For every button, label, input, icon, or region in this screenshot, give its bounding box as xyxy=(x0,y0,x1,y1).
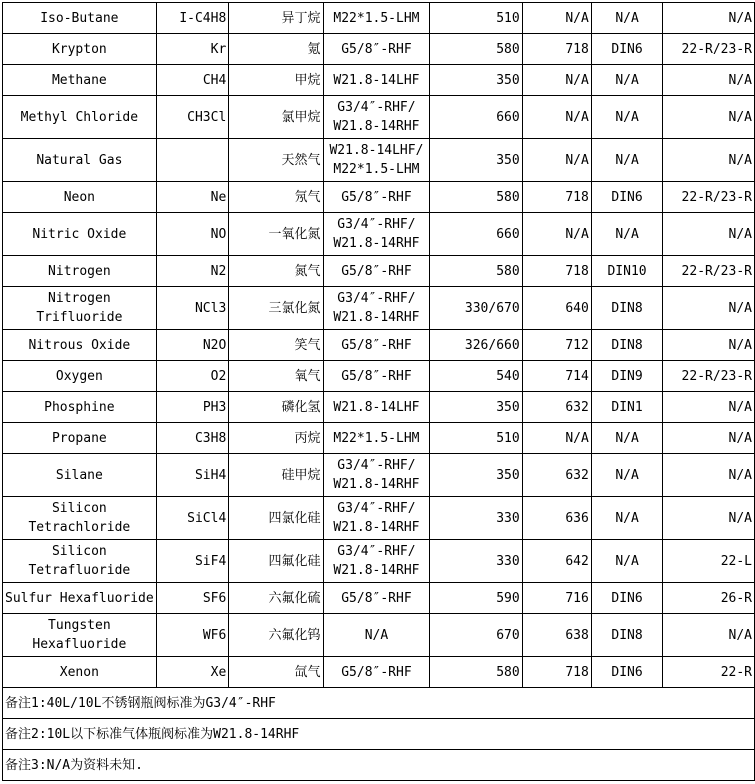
cga-code-cell: 350 xyxy=(430,392,522,423)
gas-name-cell xyxy=(3,454,157,497)
table-row xyxy=(3,256,755,287)
cell-line: M22*1.5-LHM xyxy=(333,162,420,177)
cell-line: G5/8″-RHF xyxy=(341,189,412,205)
gas-name-cell xyxy=(3,392,157,423)
valve-connection-cell xyxy=(323,330,430,361)
other-standard-cell: N/A xyxy=(663,454,755,497)
cell-line: Methyl Chloride xyxy=(20,109,139,125)
cga-code-cell: 670 xyxy=(430,614,522,657)
cga-alt-code-cell: N/A xyxy=(522,3,591,34)
cga-alt-code-cell: 632 xyxy=(522,454,591,497)
other-standard-cell: N/A xyxy=(663,392,755,423)
formula-cell: C3H8 xyxy=(156,423,229,454)
cell-line: W21.8-14RHF xyxy=(333,119,420,134)
cell-line: G5/8″-RHF xyxy=(341,263,412,279)
cell-line: Silicon xyxy=(51,544,107,559)
din-standard-cell: DIN8 xyxy=(591,287,662,330)
din-standard-cell: DIN6 xyxy=(591,583,662,614)
din-standard-cell: DIN6 xyxy=(591,657,662,688)
other-standard-cell: N/A xyxy=(663,287,755,330)
cga-code-cell: 540 xyxy=(430,361,522,392)
table-row xyxy=(3,65,755,96)
cga-alt-code-cell: 718 xyxy=(522,182,591,213)
cell-line: G3/4″-RHF/ xyxy=(337,544,416,559)
note-row xyxy=(3,750,755,781)
formula-cell: N2 xyxy=(156,256,229,287)
cell-line: Krypton xyxy=(51,41,107,57)
din-standard-cell: DIN8 xyxy=(591,614,662,657)
cell-line: G5/8″-RHF xyxy=(341,337,412,353)
cga-code-cell: 660 xyxy=(430,96,522,139)
cell-line: Nitric Oxide xyxy=(32,226,127,242)
cga-code-cell: 660 xyxy=(430,213,522,256)
cell-line: M22*1.5-LHM xyxy=(333,10,420,26)
gas-name-cell xyxy=(3,287,157,330)
table-row xyxy=(3,540,755,583)
din-standard-cell: N/A xyxy=(591,65,662,96)
cga-alt-code-cell: 716 xyxy=(522,583,591,614)
formula-cell: Xe xyxy=(156,657,229,688)
cell-line: Trifluoride xyxy=(36,310,123,325)
cga-alt-code-cell: 714 xyxy=(522,361,591,392)
formula-cell: NO xyxy=(156,213,229,256)
cga-code-cell: 350 xyxy=(430,139,522,182)
cga-code-cell: 580 xyxy=(430,256,522,287)
gas-name-cell xyxy=(3,423,157,454)
cell-line: Nitrous Oxide xyxy=(28,337,131,353)
din-standard-cell: N/A xyxy=(591,540,662,583)
gas-name-cell xyxy=(3,497,157,540)
din-standard-cell: DIN8 xyxy=(591,330,662,361)
valve-connection-cell xyxy=(323,96,430,139)
cga-alt-code-cell: 712 xyxy=(522,330,591,361)
gas-name-cell xyxy=(3,657,157,688)
gas-name-cell xyxy=(3,96,157,139)
cga-alt-code-cell: 640 xyxy=(522,287,591,330)
valve-connection-cell xyxy=(323,392,430,423)
chinese-name-cell: 丙烷 xyxy=(229,423,323,454)
valve-connection-cell xyxy=(323,34,430,65)
chinese-name-cell: 异丁烷 xyxy=(229,3,323,34)
other-standard-cell: N/A xyxy=(663,213,755,256)
cell-line: Tetrafluoride xyxy=(28,563,131,578)
cell-line: W21.8-14LHF xyxy=(333,399,420,415)
table-row xyxy=(3,213,755,256)
chinese-name-cell: 磷化氢 xyxy=(229,392,323,423)
cell-line: Methane xyxy=(51,72,107,88)
table-row xyxy=(3,614,755,657)
table-row xyxy=(3,96,755,139)
cga-code-cell: 350 xyxy=(430,65,522,96)
chinese-name-cell: 六氟化硫 xyxy=(229,583,323,614)
cell-line: Tungsten xyxy=(48,618,111,633)
formula-cell: SiH4 xyxy=(156,454,229,497)
valve-connection-cell xyxy=(323,182,430,213)
formula-cell: SiF4 xyxy=(156,540,229,583)
formula-cell: CH3Cl xyxy=(156,96,229,139)
din-standard-cell: N/A xyxy=(591,454,662,497)
chinese-name-cell: 硅甲烷 xyxy=(229,454,323,497)
cell-line: W21.8-14RHF xyxy=(333,310,420,325)
gas-cylinder-table xyxy=(2,2,755,781)
chinese-name-cell: 氧气 xyxy=(229,361,323,392)
cell-line: W21.8-14RHF xyxy=(333,563,420,578)
cell-line: Nitrogen xyxy=(48,263,111,279)
cga-code-cell: 510 xyxy=(430,3,522,34)
table-row xyxy=(3,583,755,614)
cga-alt-code-cell: 718 xyxy=(522,256,591,287)
cga-code-cell: 326/660 xyxy=(430,330,522,361)
table-body xyxy=(3,3,755,781)
chinese-name-cell: 氪 xyxy=(229,34,323,65)
chinese-name-cell: 氯甲烷 xyxy=(229,96,323,139)
cga-alt-code-cell: N/A xyxy=(522,139,591,182)
cell-line: W21.8-14RHF xyxy=(333,520,420,535)
other-standard-cell: N/A xyxy=(663,65,755,96)
cell-line: G3/4″-RHF/ xyxy=(337,458,416,473)
cell-line: Phosphine xyxy=(44,399,115,415)
formula-cell: PH3 xyxy=(156,392,229,423)
note-row xyxy=(3,719,755,750)
gas-name-cell xyxy=(3,3,157,34)
cga-alt-code-cell: 636 xyxy=(522,497,591,540)
formula-cell: I-C4H8 xyxy=(156,3,229,34)
cga-alt-code-cell: 718 xyxy=(522,657,591,688)
cga-alt-code-cell: 632 xyxy=(522,392,591,423)
formula-cell xyxy=(156,139,229,182)
cell-line: W21.8-14RHF xyxy=(333,477,420,492)
table-row xyxy=(3,392,755,423)
cell-line: Xenon xyxy=(59,664,99,680)
valve-connection-cell xyxy=(323,583,430,614)
table-row xyxy=(3,139,755,182)
chinese-name-cell: 笑气 xyxy=(229,330,323,361)
valve-connection-cell xyxy=(323,361,430,392)
chinese-name-cell: 一氧化氮 xyxy=(229,213,323,256)
other-standard-cell: N/A xyxy=(663,3,755,34)
table-row xyxy=(3,361,755,392)
cell-line: G5/8″-RHF xyxy=(341,664,412,680)
gas-name-cell xyxy=(3,540,157,583)
cell-line: Hexafluoride xyxy=(32,637,127,652)
din-standard-cell: N/A xyxy=(591,423,662,454)
cga-alt-code-cell: 638 xyxy=(522,614,591,657)
other-standard-cell: N/A xyxy=(663,330,755,361)
table-row xyxy=(3,3,755,34)
chinese-name-cell: 甲烷 xyxy=(229,65,323,96)
chinese-name-cell: 四氯化硅 xyxy=(229,497,323,540)
cell-line: Neon xyxy=(63,189,96,205)
cga-code-cell: 580 xyxy=(430,182,522,213)
cell-line: Silicon xyxy=(51,501,107,516)
valve-connection-cell xyxy=(323,65,430,96)
formula-cell: NCl3 xyxy=(156,287,229,330)
table-row xyxy=(3,497,755,540)
gas-name-cell xyxy=(3,256,157,287)
cell-line: N/A xyxy=(364,627,389,643)
formula-cell: N2O xyxy=(156,330,229,361)
chinese-name-cell: 三氯化氮 xyxy=(229,287,323,330)
cell-line: G5/8″-RHF xyxy=(341,368,412,384)
cell-line: Natural Gas xyxy=(36,152,123,168)
formula-cell: O2 xyxy=(156,361,229,392)
cell-line: Oxygen xyxy=(55,368,103,384)
chinese-name-cell: 六氟化钨 xyxy=(229,614,323,657)
cga-alt-code-cell: N/A xyxy=(522,96,591,139)
other-standard-cell: N/A xyxy=(663,614,755,657)
other-standard-cell: 22-R/23-R xyxy=(663,361,755,392)
footnote: 备注3:N/A为资料未知. xyxy=(3,750,755,781)
gas-name-cell xyxy=(3,583,157,614)
valve-connection-cell xyxy=(323,213,430,256)
cga-alt-code-cell: N/A xyxy=(522,213,591,256)
note-row xyxy=(3,688,755,719)
cell-line: Iso-Butane xyxy=(40,10,119,26)
table-row xyxy=(3,34,755,65)
cell-line: Nitrogen xyxy=(48,291,111,306)
cga-alt-code-cell: N/A xyxy=(522,423,591,454)
cell-line: Sulfur Hexafluoride xyxy=(5,590,154,606)
other-standard-cell: N/A xyxy=(663,139,755,182)
table-row xyxy=(3,287,755,330)
din-standard-cell: N/A xyxy=(591,96,662,139)
table-row xyxy=(3,330,755,361)
cga-code-cell: 580 xyxy=(430,657,522,688)
chinese-name-cell: 氖气 xyxy=(229,182,323,213)
din-standard-cell: DIN6 xyxy=(591,34,662,65)
cga-code-cell: 350 xyxy=(430,454,522,497)
chinese-name-cell: 氮气 xyxy=(229,256,323,287)
cga-code-cell: 580 xyxy=(430,34,522,65)
formula-cell: CH4 xyxy=(156,65,229,96)
cell-line: G3/4″-RHF/ xyxy=(337,217,416,232)
valve-connection-cell xyxy=(323,614,430,657)
gas-name-cell xyxy=(3,361,157,392)
cell-line: W21.8-14RHF xyxy=(333,236,420,251)
cga-code-cell: 330 xyxy=(430,497,522,540)
valve-connection-cell xyxy=(323,423,430,454)
din-standard-cell: N/A xyxy=(591,139,662,182)
cga-alt-code-cell: 718 xyxy=(522,34,591,65)
other-standard-cell: 22-R/23-R xyxy=(663,256,755,287)
cell-line: Silane xyxy=(55,467,103,483)
table-row xyxy=(3,454,755,497)
table-row xyxy=(3,423,755,454)
formula-cell: Kr xyxy=(156,34,229,65)
valve-connection-cell xyxy=(323,256,430,287)
cga-code-cell: 330 xyxy=(430,540,522,583)
cell-line: G3/4″-RHF/ xyxy=(337,291,416,306)
chinese-name-cell: 氙气 xyxy=(229,657,323,688)
cga-alt-code-cell: 642 xyxy=(522,540,591,583)
cell-line: G5/8″-RHF xyxy=(341,41,412,57)
din-standard-cell: N/A xyxy=(591,497,662,540)
footnote: 备注1:40L/10L不锈钢瓶阀标准为G3/4″-RHF xyxy=(3,688,755,719)
din-standard-cell: N/A xyxy=(591,3,662,34)
formula-cell: SiCl4 xyxy=(156,497,229,540)
other-standard-cell: N/A xyxy=(663,497,755,540)
valve-connection-cell xyxy=(323,139,430,182)
cga-code-cell: 590 xyxy=(430,583,522,614)
din-standard-cell: DIN6 xyxy=(591,182,662,213)
gas-name-cell xyxy=(3,182,157,213)
din-standard-cell: N/A xyxy=(591,213,662,256)
table-row xyxy=(3,182,755,213)
valve-connection-cell xyxy=(323,657,430,688)
cell-line: G3/4″-RHF/ xyxy=(337,501,416,516)
valve-connection-cell xyxy=(323,454,430,497)
cga-code-cell: 510 xyxy=(430,423,522,454)
formula-cell: WF6 xyxy=(156,614,229,657)
cell-line: W21.8-14LHF/ xyxy=(329,143,424,158)
cga-code-cell: 330/670 xyxy=(430,287,522,330)
chinese-name-cell: 四氟化硅 xyxy=(229,540,323,583)
din-standard-cell: DIN9 xyxy=(591,361,662,392)
cell-line: Tetrachloride xyxy=(28,520,131,535)
formula-cell: Ne xyxy=(156,182,229,213)
cga-alt-code-cell: N/A xyxy=(522,65,591,96)
formula-cell: SF6 xyxy=(156,583,229,614)
valve-connection-cell xyxy=(323,540,430,583)
valve-connection-cell xyxy=(323,3,430,34)
valve-connection-cell xyxy=(323,497,430,540)
din-standard-cell: DIN1 xyxy=(591,392,662,423)
cell-line: M22*1.5-LHM xyxy=(333,430,420,446)
other-standard-cell: 22-R xyxy=(663,657,755,688)
other-standard-cell: 26-R xyxy=(663,583,755,614)
other-standard-cell: 22-L xyxy=(663,540,755,583)
cell-line: W21.8-14LHF xyxy=(333,72,420,88)
gas-name-cell xyxy=(3,34,157,65)
chinese-name-cell: 天然气 xyxy=(229,139,323,182)
cell-line: G3/4″-RHF/ xyxy=(337,100,416,115)
other-standard-cell: N/A xyxy=(663,423,755,454)
other-standard-cell: 22-R/23-R xyxy=(663,182,755,213)
cell-line: Propane xyxy=(51,430,107,446)
gas-name-cell xyxy=(3,65,157,96)
other-standard-cell: 22-R/23-R xyxy=(663,34,755,65)
cell-line: G5/8″-RHF xyxy=(341,590,412,606)
footnote: 备注2:10L以下标准气体瓶阀标准为W21.8-14RHF xyxy=(3,719,755,750)
gas-name-cell xyxy=(3,139,157,182)
gas-name-cell xyxy=(3,614,157,657)
table-row xyxy=(3,657,755,688)
valve-connection-cell xyxy=(323,287,430,330)
gas-name-cell xyxy=(3,213,157,256)
other-standard-cell: N/A xyxy=(663,96,755,139)
din-standard-cell: DIN10 xyxy=(591,256,662,287)
gas-name-cell xyxy=(3,330,157,361)
